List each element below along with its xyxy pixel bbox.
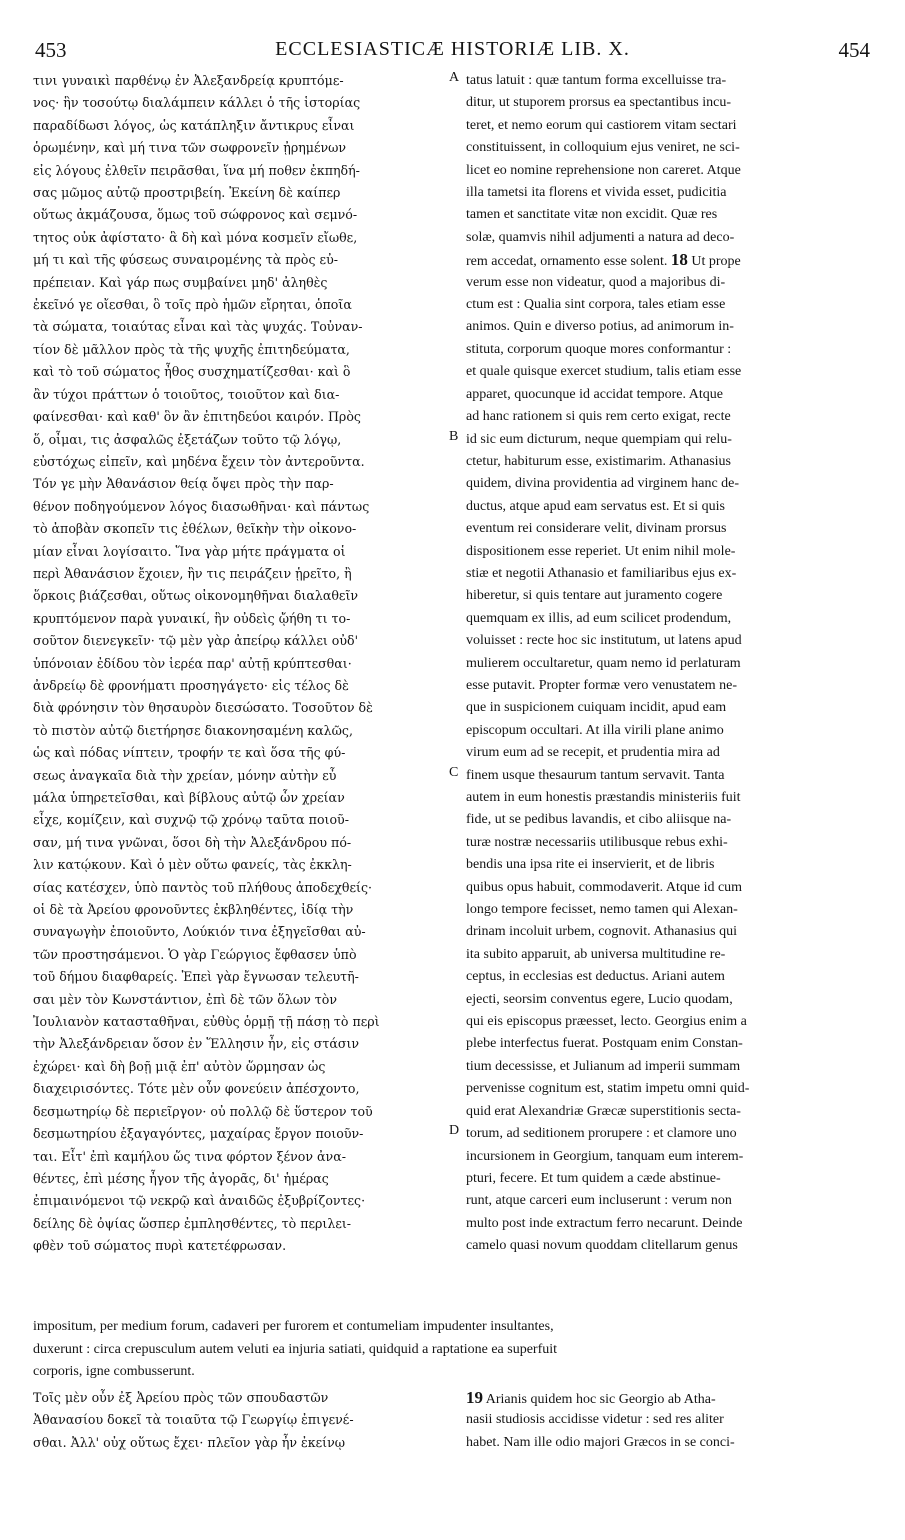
latin-text-line: ditur, ut stuporem prorsus ea spectantibus incu- <box>466 95 731 111</box>
greek-text-line: κρυπτόμενον παρὰ γυναικί, ἣν οὐδεὶς ᾤήθη τι το- <box>33 610 351 626</box>
greek-text-line: εἰς λόγους ἐλθεῖν πειρᾶσθαι, ἵνα μή ποθεν ἐκπηδή- <box>33 162 360 178</box>
greek-text-line: ὅ, οἶμαι, τις ἀσφαλῶς ἐξετάζων τοῦτο τῷ λόγῳ, <box>33 431 342 447</box>
latin-text-line: pervenisse cognitum est, statim impetu omni quid- <box>466 1081 750 1097</box>
latin-text-line: quidem, divina providentia ad virginem hanc de- <box>466 476 740 492</box>
greek-text-line: τητος οὐκ ἀφίστατο· ἃ δὴ καὶ μόνα κοσμεῖν εἴωθε, <box>33 229 358 245</box>
bottom-greek-line: Ἀθανασίου δοκεῖ τὰ τοιαῦτα τῷ Γεωργίῳ ἐπιγενέ- <box>33 1412 354 1428</box>
greek-text-line: Τόν γε μὴν Ἀθανάσιον θείᾳ ὄψει πρὸς τὴν παρ- <box>33 476 334 492</box>
greek-text-line: μίαν εἶναι λογίσαιτο. Ἵνα γὰρ μήτε πράγματα οἱ <box>33 543 346 559</box>
greek-text-line: ὑπόνοιαν ἐδίδου τὸν ἱερέα παρ' αὐτῇ κρύπτεσθαι· <box>33 655 352 671</box>
greek-text-line: μή τι καὶ τῆς φύσεως συναιρομένης τὰ πρὸς εὐ- <box>33 252 338 268</box>
greek-text-line: σοῦτον διενεγκεῖν· τῷ μὲν γὰρ ἀπείρῳ κάλλει οὐδ' <box>33 633 359 649</box>
section-number-19: 19 <box>466 1388 483 1407</box>
bottom-text-line: impositum, per medium forum, cadaveri per furorem et contumeliam impudenter insultantes, <box>33 1319 554 1334</box>
section-19-first-line <box>466 1387 870 1409</box>
bottom-latin-paragraph <box>466 1387 870 1454</box>
greek-text-line: τὰ σώματα, τοιαύτας εἶναι καὶ τὰς ψυχάς. Τοὐναν- <box>33 319 363 335</box>
bottom-latin-line: nasii studiosis accidisse videtur : sed res aliter <box>466 1412 724 1428</box>
greek-text-line: σίας κατέσχεν, ὑπὸ παντὸς τοῦ πλήθους ἀποδεχθείς· <box>33 879 373 895</box>
greek-text-line: ὅρκοις βιάζεσθαι, οὕτως οἰκονομηθῆναι διαλαθεῖν <box>33 588 359 604</box>
greek-text-line: οὕτως ἀκμάζουσα, ὅμως τοῦ σώφρονος καὶ σεμνό- <box>33 207 358 223</box>
latin-text-line: ductus, atque apud eam servatus est. Et si quis <box>466 498 725 514</box>
margin-letter-d: D <box>449 1123 460 1138</box>
latin-text-line: solæ, quamvis nihil adjumenti a natura ad deco- <box>466 229 735 245</box>
latin-text-line: virum eum ad se recepit, et prudentia mira ad <box>466 745 720 761</box>
greek-text-line: τὸ ἀποβὰν σκοπεῖν τις ἐθέλων, θεῖκὴν τὴν οἰκονο- <box>33 521 357 537</box>
bottom-latin-continuation <box>33 1316 870 1384</box>
latin-text-line: stituta, corporum quoque mores conformantur : <box>466 341 732 357</box>
greek-text-line: νος· ἣν τοσούτῳ διαλάμπειν κάλλει ὁ τῆς ἱστορίας <box>33 95 361 111</box>
section-18-start: Ut prope <box>691 254 741 270</box>
latin-text-line: ad hanc rationem si quis rem certo exigat, recte <box>466 409 731 425</box>
latin-text-line: tamen et sanctitate vitæ non excidit. Quæ res <box>466 207 718 223</box>
latin-text-line: quibus opus habuit, commodaverit. Atque id cum <box>466 879 743 895</box>
latin-text-line: ceptus, in ecclesias est deductus. Ariani autem <box>466 969 725 985</box>
bottom-greek-line: σθαι. Ἀλλ' οὐχ οὕτως ἔχει· πλεῖον γὰρ ἦν ἐκείνῳ <box>33 1434 346 1450</box>
greek-text-line: Ἰουλιανὸν κατασταθῆναι, εὐθὺς ὁρμῇ τῇ πάσῃ τὸ περὶ <box>33 1014 380 1030</box>
greek-text-line: συναγωγὴν ἐποιοῦντο, Λούκιόν τινα ἐξηγεῖσθαι αὐ- <box>33 924 366 940</box>
latin-text-line: voluisset : recte hoc sic institutum, ut latens apud <box>466 633 742 649</box>
latin-text-line: camelo quasi novum quoddam clitellarum genus <box>466 1238 738 1254</box>
greek-text-line: σαι μὲν τὸν Κωνστάντιον, ἐπὶ δὲ τῶν ὅλων τὸν <box>33 991 337 1007</box>
latin-text-line: verum esse non videatur, quod a majoribus di- <box>466 274 726 290</box>
latin-text-line: eventum rei considerare velit, divinam prorsus <box>466 521 727 537</box>
greek-text-line: θέντες, ἐπὶ μέσης ἦγον τῆς ἀγορᾶς, δι' ἡμέρας <box>33 1170 329 1186</box>
section-19-text: Arianis quidem hoc sic Georgio ab Atha- <box>485 1392 716 1407</box>
latin-text-line: dispositionem esse reperiet. Ut enim nihil mole- <box>466 543 736 559</box>
latin-text-line-part: rem accedat, ornamento esse solent. <box>466 254 668 270</box>
greek-text-line: τίον δὲ μᾶλλον πρὸς τὰ τῆς ψυχῆς ἐπιτηδεύματα, <box>33 341 350 357</box>
latin-text-line: ctum est : Qualia sint corpora, tales etiam esse <box>466 297 726 313</box>
greek-text-line: λιν κατῴκουν. Καὶ ὁ μὲν οὕτω φανείς, τὰς ἐκκλη- <box>33 857 352 873</box>
latin-text-line: qui eis episcopus præesset, lecto. Georgius enim a <box>466 1014 747 1030</box>
latin-text-line: et quale quisque exercet studium, talis etiam esse <box>466 364 742 380</box>
greek-text-line: τὴν Ἀλεξάνδρειαν ὅσον ἐν Ἕλλησιν ἦν, εἰς στάσιν <box>33 1036 360 1052</box>
greek-text-line: οἱ δὲ τὰ Ἀρείου φρονοῦντες ἐκβληθέντες, ἰδίᾳ τὴν <box>33 902 354 918</box>
latin-text-line: autem in eum honestis præstandis ministeriis fuit <box>466 790 741 805</box>
greek-text-line: διὰ φρόνησιν τὸν θησαυρὸν διεσώσατο. Τοσοῦτον δὲ <box>33 700 373 716</box>
greek-text-line: τὸ πιστὸν αὐτῷ διετήρησε διακονησαμένη καλῶς, <box>33 722 353 738</box>
greek-text-line: δείλης δὲ ὀψίας ὥσπερ ἐμπλησθέντες, τὸ περιλει- <box>33 1215 352 1231</box>
latin-column <box>466 70 870 1258</box>
latin-text-line: tatus latuit : quæ tantum forma excelluisse tra- <box>466 73 727 88</box>
running-title: ECCLESIASTICÆ HISTORIÆ LIB. X. <box>275 38 630 60</box>
latin-text-line: apparet, quocunque id accidat tempore. Atque <box>466 386 723 402</box>
latin-text-line <box>466 249 870 271</box>
latin-text-line: torum, ad seditionem prorupere : et clamore uno <box>466 1126 737 1142</box>
greek-text-line: πρέπειαν. Καὶ γάρ πως συμβαίνει μηδ' ἀληθὲς <box>33 274 328 290</box>
bottom-text-line: corporis, igne combusserunt. <box>33 1364 195 1379</box>
greek-text-line: σας μῶμος αὐτῷ προστριβείη. Ἐκείνη δὲ καίπερ <box>33 185 341 201</box>
greek-text-line: τινι γυναικὶ παρθένῳ ἐν Ἀλεξανδρείᾳ κρυπτόμε- <box>33 73 344 88</box>
latin-text-line: id sic eum dicturum, neque quempiam qui relu- <box>466 431 732 447</box>
latin-text-line: finem usque thesaurum tantum servavit. Tanta <box>466 767 725 783</box>
latin-text-line: fide, ut se pedibus lavandis, et cibo aliisque na- <box>466 812 732 828</box>
greek-text-line: ἐπιμαινόμενοι τῷ νεκρῷ καὶ ἀναιδῶς ἐξυβρίζοντες· <box>33 1193 366 1209</box>
latin-text-line: quid erat Alexandriæ Græcæ superstitionis secta- <box>466 1103 741 1119</box>
latin-text-line: ejecti, seorsim conventus egere, Lucio quodam, <box>466 991 733 1007</box>
latin-text-line: longo tempore fecisset, nemo tamen qui Alexan- <box>466 902 738 918</box>
latin-text-line: stiæ et negotii Athanasio et familiaribus ejus ex- <box>466 565 737 581</box>
bottom-greek-paragraph <box>33 1387 445 1454</box>
running-header <box>35 38 870 66</box>
greek-text-line: δεσμωτηρίου ἐξαγαγόντες, μαχαίρας ἔργον ποιοῦν- <box>33 1126 364 1142</box>
greek-text-line: ἂν τύχοι πράττων ὁ τοιοῦτος, τοιοῦτον καὶ δια- <box>33 386 340 402</box>
greek-text-line: δεσμωτηρίῳ δὲ περιεῖργον· οὐ πολλῷ δὲ ὕστερον τοῦ <box>33 1103 373 1119</box>
latin-text-line: ctetur, habiturum esse, existimarim. Athanasius <box>466 453 731 469</box>
bottom-latin-line: habet. Nam ille odio majori Græcos in se conci- <box>466 1434 735 1450</box>
page-number-right: 454 <box>838 38 870 62</box>
latin-text-line: animos. Quin e diverso potius, ad animorum in- <box>466 319 734 335</box>
margin-letter-a: A <box>449 70 460 85</box>
latin-text-line: tium decessisse, et Julianum ad imperii summam <box>466 1058 741 1074</box>
greek-text-line: ἀνδρείῳ δὲ φρονήματι προσηγάγετο· εἰς τέλος δὲ <box>33 677 349 693</box>
greek-text-line: μάλα ὑπηρετεῖσθαι, καὶ βίβλους αὐτῷ ὧν χρείαν <box>33 790 345 805</box>
greek-text-line: παραδίδωσι λόγος, ὡς κατάπληξιν ἄντικρυς εἶναι <box>33 117 355 133</box>
latin-text-line: plebe interfectus fuerat. Postquam enim Constan- <box>466 1036 743 1052</box>
latin-text-line: teret, et nemo eorum qui castiorem vitam sectari <box>466 117 737 133</box>
latin-text-line: licet eo nomine reprehensione non careret. Atque <box>466 162 741 178</box>
greek-column <box>33 70 445 1258</box>
latin-text-line: incursionem in Georgium, tanquam eum interem- <box>466 1148 744 1164</box>
latin-text-line: bendis una ipsa rite ei inservierit, et de libris <box>466 857 715 873</box>
greek-text-line: φαίνεσθαι· καὶ καθ' ὃν ἂν ἐπιτηδεύοι καιρόν. Πρὸς <box>33 409 361 425</box>
page-number-left: 453 <box>35 38 67 62</box>
latin-text-line: hiberetur, si quis tentare aut juramento cogere <box>466 588 723 604</box>
section-number-18: 18 <box>670 250 688 270</box>
greek-text-line: ὡς καὶ πόδας νίπτειν, τροφήν τε καὶ ὅσα τῆς φύ- <box>33 745 346 761</box>
bottom-text-line: duxerunt : circa crepusculum autem veluti ea injuria satiati, quidquid a raptatione ea superfuit <box>33 1341 558 1357</box>
greek-text-line: ἐκεῖνό γε οἴεσθαι, ὃ τοῖς πρὸ ἡμῶν εἴρηται, ὁποῖα <box>33 297 352 313</box>
latin-text-line: pturi, fecere. Et tum quidem a cæde abstinue- <box>466 1170 721 1186</box>
latin-text-line: quemquam ex illis, ad eum scilicet prodendum, <box>466 610 732 626</box>
greek-text-line: καὶ τὸ τοῦ σώματος ἦθος συσχηματίζεσθαι· καὶ ὃ <box>33 364 351 380</box>
greek-text-line: τοῦ δήμου διαφθαρείς. Ἐπεὶ γὰρ ἔγνωσαν τελευτῆ- <box>33 969 359 985</box>
greek-text-line: ὁρωμένην, καὶ μή τινα τῶν σωφρονεῖν ᾐρημένων <box>33 140 347 156</box>
latin-text-line: ita subito apparuit, ab universa multitudine re- <box>466 946 726 962</box>
greek-text-line: ἐχώρει· καὶ δὴ βοῇ μιᾷ ἐπ' αὐτὸν ὥρμησαν ὡς <box>33 1058 326 1074</box>
latin-text-line: episcopum occultari. At illa virili plane animo <box>466 722 724 738</box>
greek-text-line: εἶχε, κομίζειν, καὶ συχνῷ τῷ χρόνῳ ταῦτα ποιοῦ- <box>33 812 349 828</box>
greek-text-line: θένον ποδηγούμενον λόγος διασωθῆναι· καὶ πάντως <box>33 498 370 514</box>
latin-text-line: mulierem occultaretur, quam nemo id perlaturam <box>466 655 741 671</box>
latin-text-line: multo post inde extractum ferro necarunt. Deinde <box>466 1215 743 1231</box>
margin-letter-b: B <box>449 429 459 444</box>
greek-text-line: σεως ἀναγκαῖα διὰ τὴν χρείαν, μόνην αὐτὴν εὖ <box>33 767 337 783</box>
latin-text-line: esse putavit. Propter formæ vero venustatem ne- <box>466 677 737 693</box>
greek-text-line: ται. Εἶτ' ἐπὶ καμήλου ὥς τινα φόρτον ξένον ἀνα- <box>33 1148 346 1164</box>
greek-text-line: φθὲν τοῦ σώματος πυρὶ κατετέφρωσαν. <box>33 1238 287 1254</box>
latin-text-line: illa tametsi ita florens et vivida esset, pudicitia <box>466 185 727 201</box>
latin-text-line: que in suspicionem cuiquam incidit, apud eam <box>466 700 727 716</box>
greek-text-line: τῶν προστησάμενοι. Ὁ γὰρ Γεώργιος ἔφθασεν ὑπὸ <box>33 946 357 962</box>
greek-text-line: περὶ Ἀθανάσιον ἔχοιεν, ἣν τις πειράζειν ᾑρεῖτο, ἢ <box>33 565 352 581</box>
bottom-greek-line: Τοῖς μὲν οὖν ἐξ Ἀρείου πρὸς τῶν σπουδαστῶν <box>33 1390 329 1405</box>
latin-text-line: constituissent, in colloquium ejus veniret, ne sci- <box>466 140 740 156</box>
latin-text-line: drinam incoluit urbem, cognovit. Athanasius qui <box>466 924 738 940</box>
latin-text-line: runt, atque carceri eum incluserunt : verum non <box>466 1193 732 1209</box>
latin-text-line: turæ nostræ necessariis utilibusque rebus exhi- <box>466 834 728 850</box>
greek-text-line: διαχειρισόντες. Τότε μὲν οὖν φονεύειν ἀπέσχοντο, <box>33 1081 360 1097</box>
margin-letter-c: C <box>449 765 459 780</box>
greek-text-line: εὐστόχως εἰπεῖν, καὶ μηδένα ἔχειν τὸν ἀντεροῦντα. <box>33 453 365 469</box>
greek-text-line: σαν, μή τινα γνῶναι, ὅσοι δὴ τὴν Ἀλεξάνδρου πό- <box>33 834 352 850</box>
